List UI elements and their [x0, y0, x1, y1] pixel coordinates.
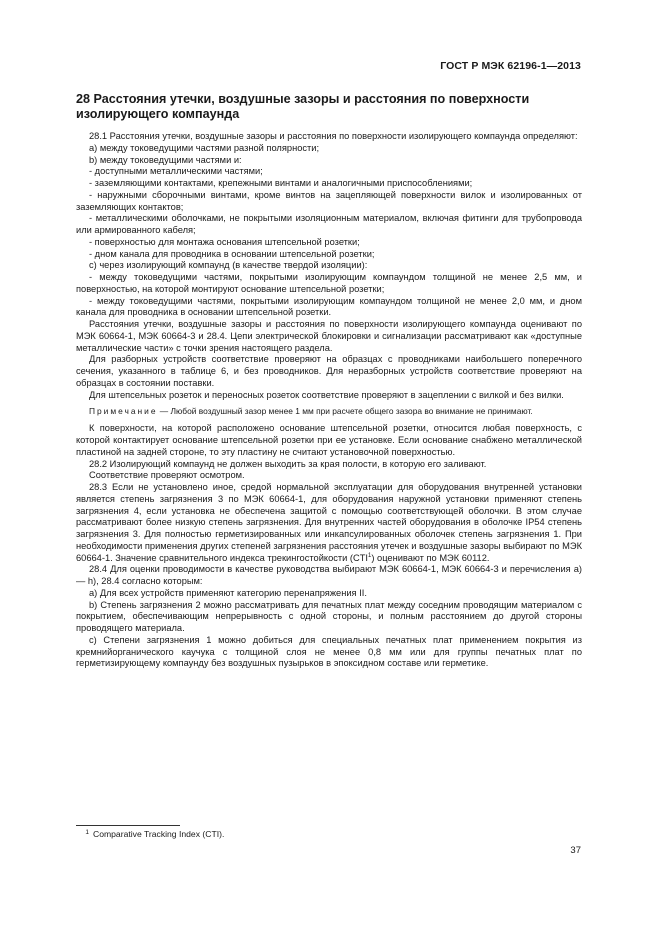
paragraph-text: 28.3 Если не установлено иное, средой нормальной эксплуатации для оборудования внутренней установки является степень загрязнения 3 по МЭК 60664-1, для оборудования наружной установки применяют степень загрязнения 4, если установка не обеспечена защитой с помощью соответствующей оболочки. В этом случае рассматривают более низкую степень загрязнения. Для внутренних частей оборудования в оболочке IP54 степень загрязнения 3. Для полностью герметизированных или инкапсулированных оболочек степень загрязнения 1. При необходимости применения других степеней загрязнения расстояния утечек и воздушные зазоры выбирают по МЭК 60664-1. Значение сравнительного индекса трекингостойкости (CTI	[76, 482, 582, 563]
paragraph: Соответствие проверяют осмотром.	[89, 470, 245, 481]
paragraph: - между токоведущими частями, покрытыми изолирующим компаундом толщиной не менее 2,0 мм, и дном канала для проводника в основании штепсельной розетки.	[76, 295, 582, 318]
document-header: ГОСТ Р МЭК 62196-1—2013	[440, 60, 581, 72]
footnote-divider	[76, 825, 180, 826]
paragraph: 28.2 Изолирующий компаунд не должен выходить за края полости, в которую его заливают.	[89, 458, 487, 469]
paragraph: - доступными металлическими частями;	[89, 166, 263, 177]
paragraph: - заземляющими контактами, крепежными винтами и аналогичными приспособлениями;	[89, 178, 473, 188]
page-number: 37	[570, 845, 581, 856]
note-label: Примечание	[89, 406, 158, 417]
body-text	[76, 131, 582, 670]
paragraph: a) Для всех устройств применяют категорию перенапряжения II.	[89, 587, 367, 598]
paragraph: Для штепсельных розеток и переносных розеток соответствие проверяют в зацеплении с вилкой и без вилки.	[89, 389, 564, 400]
footnote	[76, 829, 224, 839]
paragraph: - дном канала для проводника в основании штепсельной розетки;	[89, 248, 375, 259]
section-title: 28 Расстояния утечки, воздушные зазоры и расстояния по поверхности изолирующего компаунда	[76, 92, 530, 121]
paragraph: c) через изолирующий компаунд (в качестве твердой изоляции):	[89, 260, 368, 271]
paragraph: - наружными сборочными винтами, кроме винтов на зацепляющей поверхности вилок и изолированных от заземляющих контактов;	[76, 189, 582, 212]
paragraph: b) между токоведущими частями и:	[89, 154, 242, 165]
paragraph: b) Степень загрязнения 2 можно рассматривать для печатных плат между соседним проводящим материалом с покрытием, обеспечивающим непрерывность с одной стороны, и полным расстоянием до другой стороны проводящего материала.	[76, 599, 582, 633]
footnote-text: Comparative Tracking Index (CTI).	[93, 829, 225, 839]
footnote-mark: 1	[85, 829, 89, 836]
paragraph: 28.4 Для оценки проводимости в качестве руководства выбирают МЭК 60664-1, МЭК 60664-3 и перечисления a) — h), 28.4 согласно которым:	[76, 564, 582, 586]
paragraph: - металлическими оболочками, не покрытыми изоляционным материалом, включая фитинги для трубопровода или армированного кабеля;	[76, 213, 582, 235]
paragraph: - между токоведущими частями, покрытыми изолирующим компаундом толщиной не менее 2,5 мм, и поверхностью, на которой монтируют основание штепсельной розетки;	[76, 272, 582, 294]
note	[76, 406, 582, 417]
paragraph-28-3	[76, 482, 582, 564]
paragraph: a) между токоведущими частями разной полярности;	[89, 142, 320, 153]
paragraph: Расстояния утечки, воздушные зазоры и расстояния по поверхности изолирующего компаунда оценивают по МЭК 60664-1, МЭК 60664-3 и 28.4. Цепи электрической блокировки и сигнализации рассматривают как «доступные металлические части» с точки зрения настоящего раздела.	[76, 319, 582, 353]
note-text: — Любой воздушный зазор менее 1 мм при расчете общего зазора во внимание не принимают.	[157, 406, 533, 417]
footnote-reference: 1	[368, 552, 372, 559]
paragraph-text: ) оценивают по МЭК 60112.	[371, 552, 490, 563]
paragraph: Для разборных устройств соответствие проверяют на образцах с проводниками наибольшего поперечного сечения, указанного в таблице 6, и без проводников. Для неразборных устройств соответствие проверяют на образцах в состоянии поставки.	[76, 354, 582, 388]
paragraph: 28.1 Расстояния утечки, воздушные зазоры и расстояния по поверхности изолирующего компаунда определяют:	[89, 131, 578, 141]
paragraph: К поверхности, на которой расположено основание штепсельной розетки, относится любая поверхность, с которой контактирует основание штепсельной розетки при ее установке. Если основание снабжено металлической пластиной на задней стороне, то эту пластину не считают установочной поверхностью.	[76, 423, 582, 457]
paragraph: c) Степени загрязнения 1 можно добиться для специальных печатных плат применением покрытия из кремнийорганического каучука с толщиной слоя не менее 0,8 мм или для группы печатных плат по герметизирующему компаунду без воздушных пузырьков в эпоксидном составе или герметике.	[76, 634, 582, 669]
paragraph: - поверхностью для монтажа основания штепсельной розетки;	[89, 236, 360, 247]
